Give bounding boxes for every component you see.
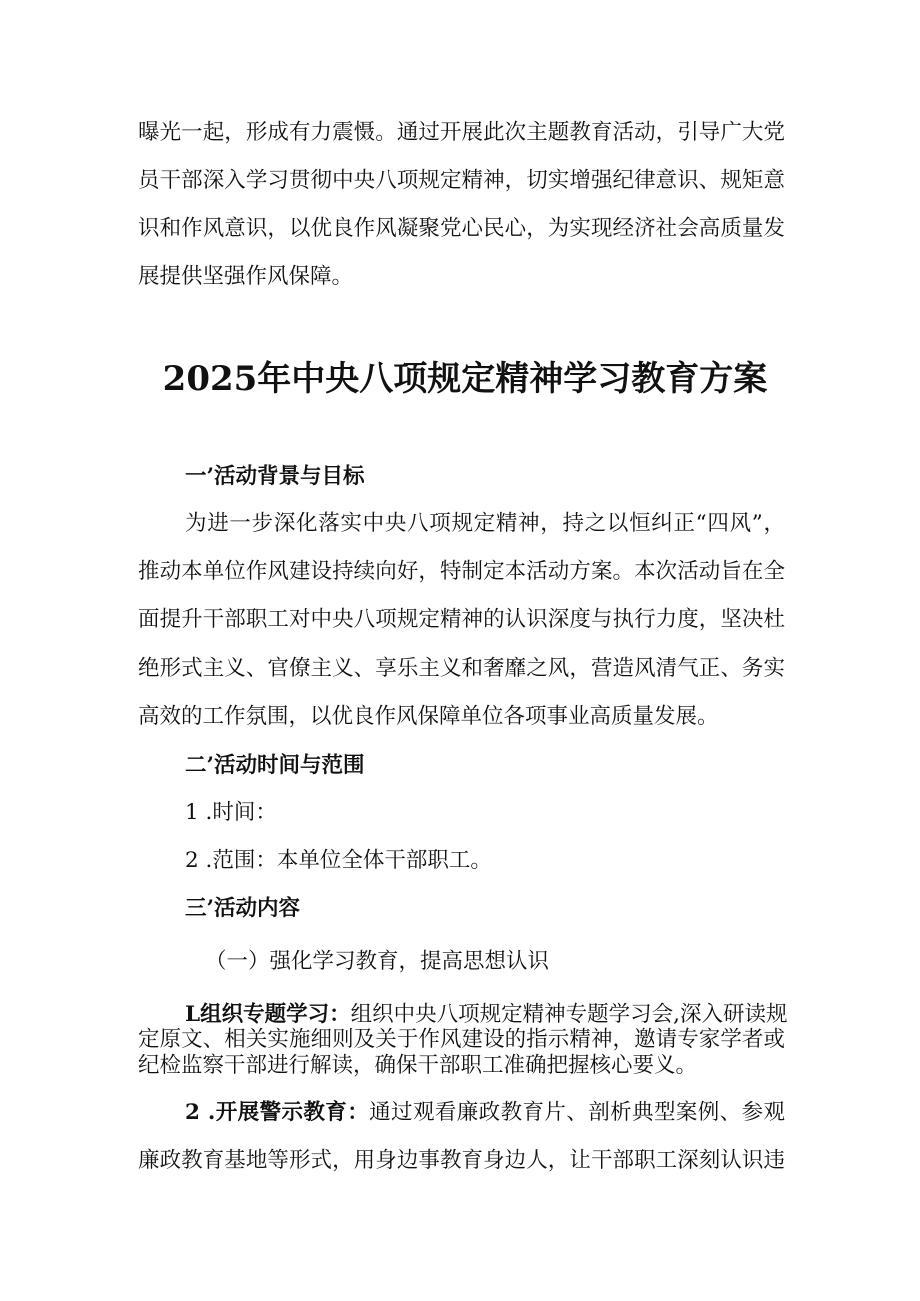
section-heading-time-scope: 二’活动时间与范围 bbox=[185, 753, 365, 778]
section1-paragraph-line: 面提升干部职工对中央八项规定精神的认识深度与执行力度，坚决杜 bbox=[138, 607, 785, 632]
section1-paragraph-line: 为进一步深化落实中央八项规定精神，持之以恒纠正“四风”， bbox=[185, 511, 785, 536]
intro-line: 识和作风意识，以优良作风凝聚党心民心，为实现经济社会高质量发 bbox=[138, 216, 785, 241]
section-heading-content: 三’活动内容 bbox=[185, 896, 300, 921]
intro-line: 员干部深入学习贯彻中央八项规定精神，切实增强纪律意识、规矩意 bbox=[138, 168, 785, 193]
document-title: 2025年中央八项规定精神学习教育方案 bbox=[162, 359, 768, 399]
item1-line: 定原文、相关实施细则及关于作风建设的指示精神，邀请专家学者或 bbox=[138, 1027, 785, 1052]
item2-line: 廉政教育基地等形式，用身边事教育身边人，让干部职工深刻认识违 bbox=[138, 1148, 785, 1173]
intro-line: 曝光一起，形成有力震慑。通过开展此次主题教育活动，引导广大党 bbox=[138, 120, 785, 145]
section1-paragraph-line: 高效的工作氛围，以优良作风保障单位各项事业高质量发展。 bbox=[138, 704, 719, 729]
item1-label: L组织专题学习： bbox=[185, 1002, 351, 1027]
item1-line: 纪检监察干部进行解读，确保干部职工准确把握核心要义。 bbox=[138, 1053, 698, 1078]
item2-label: 2 .开展警示教育： bbox=[185, 1100, 370, 1125]
section2-item-scope: 2 .范围：本单位全体干部职工。 bbox=[185, 848, 492, 873]
section2-item-time: 1 .时间： bbox=[185, 800, 277, 825]
section1-paragraph-line: 推动本单位作风建设持续向好，特制定本活动方案。本次活动旨在全 bbox=[138, 559, 785, 584]
section1-paragraph-line: 绝形式主义、官僚主义、享乐主义和奢靡之风，营造风清气正、务实 bbox=[138, 656, 785, 681]
item1-text: 组织中央八项规定精神专题学习会,深入研读规 bbox=[350, 1002, 788, 1027]
intro-line: 展提供坚强作风保障。 bbox=[138, 264, 354, 289]
item2-text: 通过观看廉政教育片、剖析典型案例、参观 bbox=[369, 1100, 785, 1125]
section3-subheading: （一）强化学习教育，提高思想认识 bbox=[205, 949, 550, 974]
item2-first-line bbox=[185, 1098, 785, 1128]
section-heading-background: 一’活动背景与目标 bbox=[185, 464, 365, 489]
